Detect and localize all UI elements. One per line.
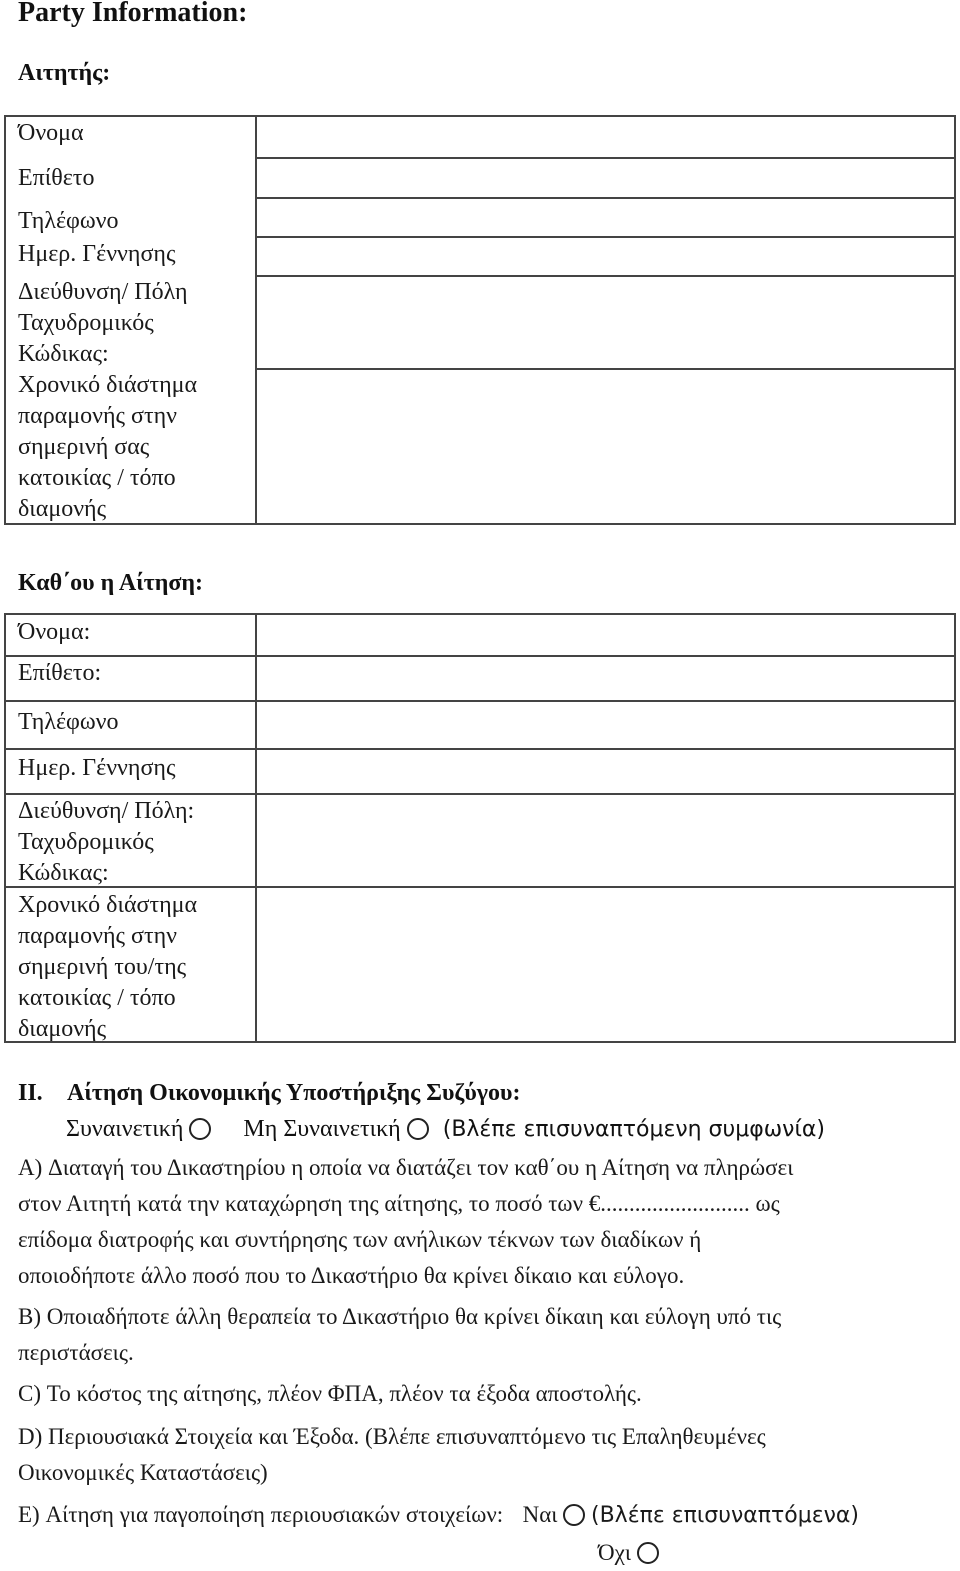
- applicant-residence-label-3: σημερινή σας: [18, 434, 150, 460]
- para-a-line-1: A) Διαταγή του Δικαστηρίου η οποία να διατάζει τον καθ΄ου η Αίτηση να πληρώσει: [18, 1155, 794, 1180]
- page-title: Party Information:: [18, 0, 248, 28]
- section-title: Αίτηση Οικονομικής Υποστήριξης Συζύγου:: [67, 1080, 521, 1106]
- respondent-residence-label-2: παραμονής στην: [18, 923, 177, 949]
- respondent-residence-label-1: Χρονικό διάστημα: [18, 892, 198, 918]
- respondent-residence-label-3: σημερινή του/της: [18, 954, 187, 980]
- respondent-address-label: Διεύθυνση/ Πόλη:: [18, 798, 195, 824]
- respondent-heading: Καθ΄ου η Αίτηση:: [18, 570, 204, 596]
- respondent-surname-label: Επίθετο:: [18, 660, 102, 686]
- applicant-residence-label-5: διαμονής: [18, 496, 107, 522]
- yes-radio[interactable]: [563, 1504, 585, 1526]
- yes-label: Ναι: [522, 1502, 558, 1527]
- para-e: E) Αίτηση για παγοποίηση περιουσιακών στοιχείων:: [18, 1502, 504, 1527]
- applicant-dob-label: Ημερ. Γέννησης: [18, 241, 176, 267]
- no-radio[interactable]: [637, 1542, 659, 1564]
- para-a-line-4: οποιοδήποτε άλλο ποσό που το Δικαστήριο θα κρίνει δίκαιο και εύλογο.: [18, 1263, 685, 1288]
- applicant-phone-label: Τηλέφωνο: [18, 208, 119, 234]
- applicant-residence-label-4: κατοικίας / τόπο: [18, 465, 176, 491]
- nonconsensual-label: Μη Συναινετική: [243, 1116, 401, 1142]
- see-attached-note: (Βλέπε επισυναπτόμενα): [591, 1503, 859, 1528]
- applicant-surname-label: Επίθετο: [18, 165, 95, 191]
- respondent-phone-label: Τηλέφωνο: [18, 709, 119, 735]
- applicant-residence-label-2: παραμονής στην: [18, 403, 177, 429]
- para-b-line-2: περιστάσεις.: [18, 1340, 134, 1365]
- para-a-line-3: επίδομα διατροφής και συντήρησης των ανήλικων τέκνων των διαδίκων ή: [18, 1227, 702, 1252]
- applicant-postcode-label-2: Κώδικας:: [18, 341, 109, 367]
- agreement-type-row: [66, 1116, 825, 1143]
- applicant-residence-label-1: Χρονικό διάστημα: [18, 372, 198, 398]
- section-number: II.: [18, 1080, 43, 1106]
- para-d-line-2: Οικονομικές Καταστάσεις): [18, 1460, 268, 1485]
- para-a-line-2: στον Αιτητή κατά την καταχώρηση της αίτησης, το ποσό των €.......................... ως: [18, 1191, 780, 1216]
- applicant-name-label: Όνομα: [18, 120, 84, 146]
- para-e-row: [18, 1497, 859, 1534]
- see-agreement-note: (Βλέπε επισυναπτόμενη συμφωνία): [442, 1117, 825, 1142]
- consensual-label: Συναινετική: [66, 1116, 184, 1142]
- applicant-heading: Αιτητής:: [18, 60, 111, 86]
- para-b-line-1: B) Οποιαδήποτε άλλη θεραπεία το Δικαστήριο θα κρίνει δίκαιη και εύλογη υπό τις: [18, 1304, 782, 1329]
- respondent-residence-label-5: διαμονής: [18, 1016, 107, 1042]
- applicant-postcode-label-1: Ταχυδρομικός: [18, 310, 154, 336]
- respondent-postcode-label-2: Κώδικας:: [18, 860, 109, 886]
- respondent-dob-label: Ημερ. Γέννησης: [18, 755, 176, 781]
- consensual-radio[interactable]: [189, 1118, 211, 1140]
- applicant-address-label: Διεύθυνση/ Πόλη: [18, 279, 188, 305]
- respondent-residence-label-4: κατοικίας / τόπο: [18, 985, 176, 1011]
- no-option-row: [598, 1535, 659, 1571]
- para-d-line-1: D) Περιουσιακά Στοιχεία και Έξοδα. (Βλέπε επισυναπτόμενο τις Επαληθευμένες: [18, 1424, 766, 1449]
- respondent-postcode-label-1: Ταχυδρομικός: [18, 829, 154, 855]
- nonconsensual-radio[interactable]: [407, 1118, 429, 1140]
- respondent-name-label: Όνομα:: [18, 619, 91, 645]
- no-label: Όχι: [598, 1540, 632, 1565]
- para-c: C) Το κόστος της αίτησης, πλέον ΦΠΑ, πλέον τα έξοδα αποστολής.: [18, 1381, 642, 1406]
